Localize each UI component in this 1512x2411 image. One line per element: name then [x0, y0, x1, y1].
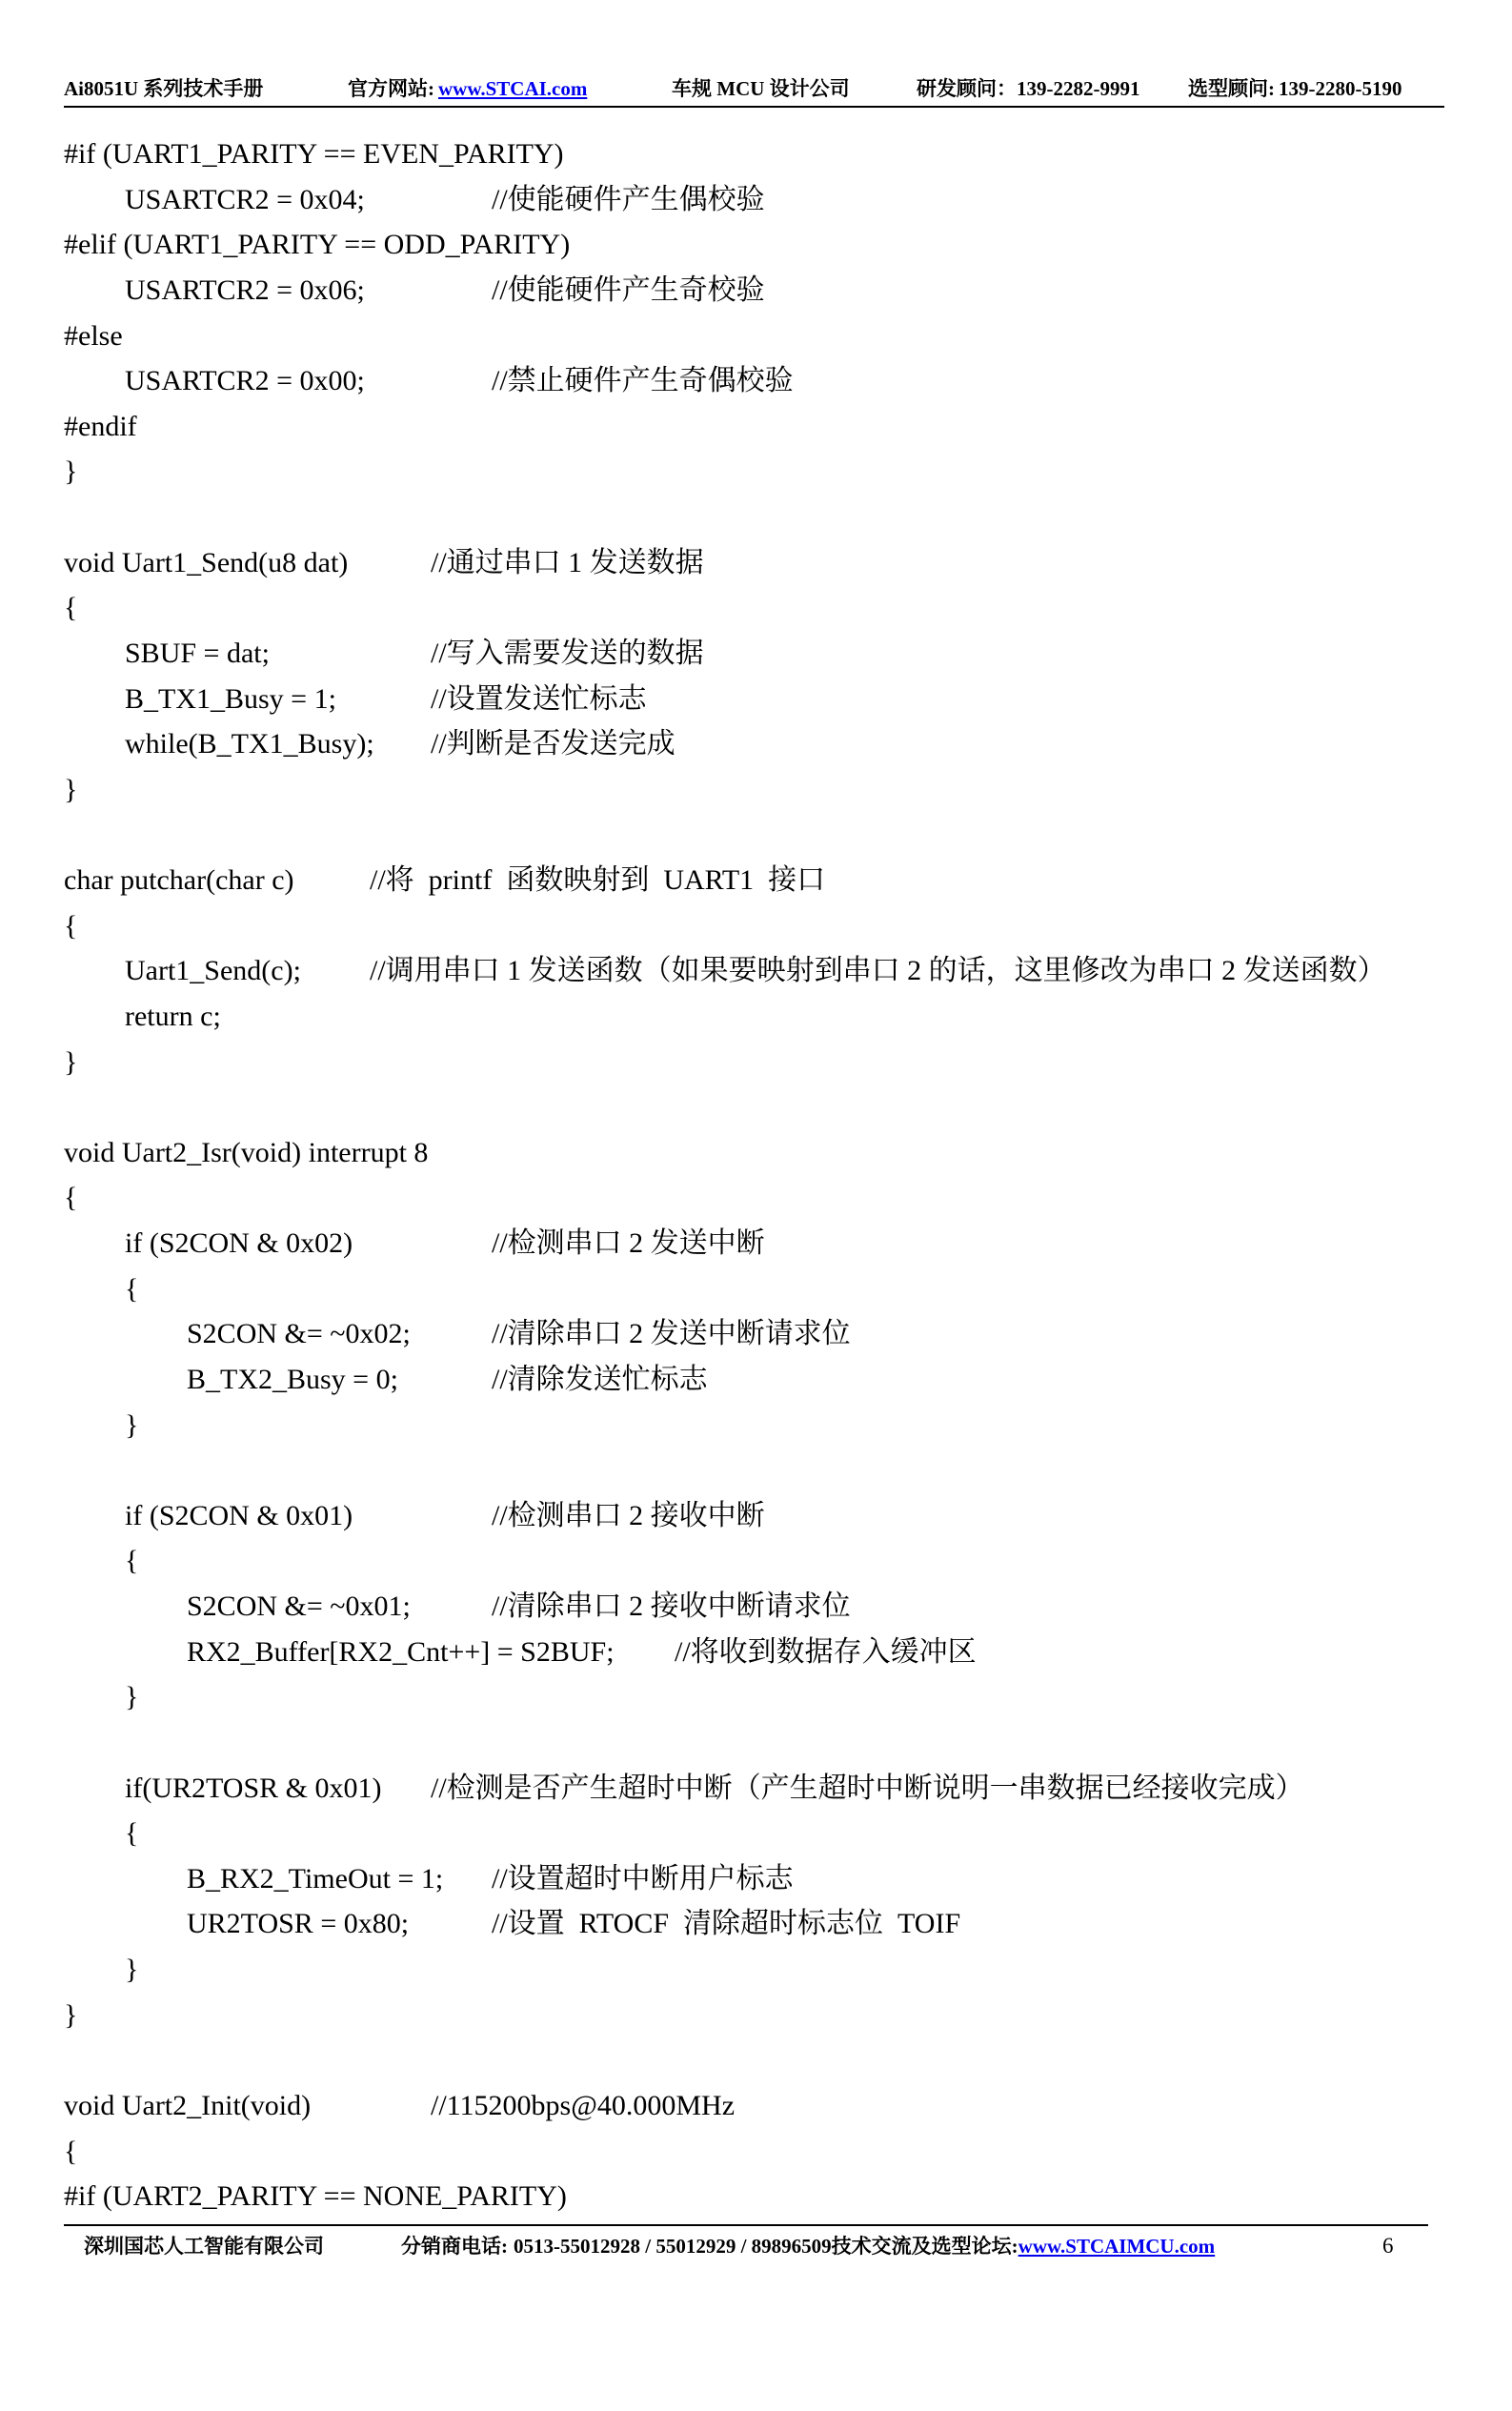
code-comment: //清除串口 2 接收中断请求位 — [492, 1590, 851, 1622]
code-text: void Uart1_Send(u8 dat) — [64, 546, 349, 578]
code-text: B_TX2_Busy = 0; — [187, 1363, 398, 1395]
code-line — [0, 449, 1512, 495]
code-text: B_RX2_TimeOut = 1; — [187, 1862, 444, 1894]
distributor-contact — [401, 2232, 1215, 2260]
site-link[interactable]: www.STCAI.com — [438, 77, 588, 100]
official-site — [348, 75, 587, 102]
selection-consultant — [1188, 75, 1402, 102]
rd-phone: 139-2282-9991 — [1017, 77, 1140, 100]
code-comment: //将收到数据存入缓冲区 — [675, 1635, 977, 1668]
code-comment: //调用串口 1 发送函数（如果要映射到串口 2 的话，这里修改为串口 2 发送函数） — [370, 955, 1386, 987]
contact-label: 分销商电话: — [401, 2235, 508, 2258]
code-text: char putchar(char c) — [64, 864, 294, 896]
blank-line — [0, 495, 1512, 540]
code-line — [0, 1993, 1512, 2038]
code-line — [0, 1811, 1512, 1856]
blank-line — [0, 1448, 1512, 1493]
code-comment: //禁止硬件产生奇偶校验 — [492, 365, 794, 397]
code-line — [0, 1766, 1512, 1812]
code-text: if(UR2TOSR & 0x01) — [125, 1772, 382, 1804]
footer-divider — [64, 2224, 1428, 2226]
rd-consultant — [917, 75, 1140, 102]
code-comment: //检测串口 2 发送中断 — [492, 1227, 765, 1259]
code-comment: //检测是否产生超时中断（产生超时中断说明一串数据已经接收完成） — [431, 1772, 1304, 1804]
header-divider — [64, 106, 1444, 108]
doc-title: Ai8051U 系列技术手册 — [64, 77, 264, 100]
code-text: { — [125, 1817, 139, 1850]
rd-label: 研发顾问： — [917, 77, 1017, 100]
code-text: UR2TOSR = 0x80; — [187, 1908, 410, 1940]
code-listing — [0, 132, 1512, 2219]
code-comment: //设置 RTOCF 清除超时标志位 TOIF — [492, 1908, 961, 1940]
code-line — [0, 2083, 1512, 2129]
code-text: if (S2CON & 0x02) — [125, 1227, 353, 1259]
page-number: 6 — [1382, 2234, 1394, 2258]
code-comment: //使能硬件产生奇校验 — [492, 274, 765, 306]
code-comment: //检测串口 2 接收中断 — [492, 1499, 765, 1531]
code-line — [0, 1130, 1512, 1176]
forum-label: 技术交流及选型论坛: — [831, 2235, 1018, 2258]
code-text: } — [64, 1998, 78, 2031]
blank-line — [0, 2037, 1512, 2083]
code-text: } — [64, 773, 78, 805]
code-line — [0, 721, 1512, 767]
code-text: } — [64, 1045, 78, 1078]
code-text: } — [125, 1681, 139, 1713]
code-line — [0, 585, 1512, 631]
code-text: void Uart2_Init(void) — [64, 2089, 312, 2121]
code-text: #else — [64, 319, 123, 352]
sel-phone: 139-2280-5190 — [1279, 77, 1402, 100]
code-line — [0, 1266, 1512, 1312]
code-line — [0, 314, 1512, 359]
code-line — [0, 1584, 1512, 1630]
code-line — [0, 2174, 1512, 2219]
code-text: { — [64, 1182, 78, 1214]
code-line — [0, 1403, 1512, 1449]
forum-link[interactable]: www.STCAIMCU.com — [1018, 2235, 1216, 2258]
code-text: } — [64, 456, 78, 488]
code-line — [0, 903, 1512, 949]
code-line — [0, 1630, 1512, 1675]
code-line — [0, 948, 1512, 994]
code-text: SBUF = dat; — [125, 637, 270, 669]
blank-line — [0, 1084, 1512, 1130]
code-line — [0, 1538, 1512, 1584]
code-comment: //使能硬件产生偶校验 — [492, 183, 765, 215]
code-text: S2CON &= ~0x01; — [187, 1590, 411, 1622]
code-comment: //将 printf 函数映射到 UART1 接口 — [370, 864, 826, 896]
code-comment: //设置超时中断用户标志 — [492, 1862, 794, 1894]
code-text: } — [125, 1408, 139, 1441]
code-line — [0, 1221, 1512, 1266]
code-line — [0, 1493, 1512, 1539]
code-text: S2CON &= ~0x02; — [187, 1318, 411, 1350]
code-text: while(B_TX1_Busy); — [125, 728, 374, 760]
code-text: { — [64, 2135, 78, 2167]
code-text: USARTCR2 = 0x04; — [125, 183, 365, 215]
code-comment: //通过串口 1 发送数据 — [431, 546, 704, 578]
code-comment: //设置发送忙标志 — [431, 682, 647, 715]
code-line — [0, 2129, 1512, 2175]
code-line — [0, 540, 1512, 586]
code-text: #endif — [64, 410, 137, 442]
code-text: { — [125, 1272, 139, 1305]
code-line — [0, 1947, 1512, 1993]
code-line — [0, 1175, 1512, 1221]
code-text: { — [64, 592, 78, 624]
code-line — [0, 404, 1512, 450]
code-text: Uart1_Send(c); — [125, 955, 301, 987]
code-line — [0, 1040, 1512, 1085]
company-name: 深圳国芯人工智能有限公司 — [84, 2235, 324, 2258]
site-label: 官方网站: — [348, 77, 434, 100]
code-line — [0, 1674, 1512, 1720]
company-tagline: 车规 MCU 设计公司 — [672, 77, 850, 100]
distributor-phones: 0513-55012928 / 55012929 / 89896509 — [514, 2235, 832, 2258]
code-text: return c; — [125, 1000, 221, 1032]
code-line — [0, 132, 1512, 177]
code-line — [0, 222, 1512, 268]
code-line — [0, 1357, 1512, 1403]
code-text: } — [125, 1954, 139, 1985]
code-line — [0, 994, 1512, 1040]
code-line — [0, 858, 1512, 903]
blank-line — [0, 1720, 1512, 1766]
code-comment: //清除串口 2 发送中断请求位 — [492, 1318, 851, 1350]
code-line — [0, 631, 1512, 677]
code-text: void Uart2_Isr(void) interrupt 8 — [64, 1136, 429, 1168]
code-line — [0, 677, 1512, 722]
code-comment: //115200bps@40.000MHz — [431, 2089, 736, 2121]
code-text: #if (UART1_PARITY == EVEN_PARITY) — [64, 138, 564, 170]
code-text: USARTCR2 = 0x00; — [125, 365, 365, 397]
code-line — [0, 1311, 1512, 1357]
code-comment: //判断是否发送完成 — [431, 728, 675, 760]
code-text: if (S2CON & 0x01) — [125, 1499, 353, 1531]
code-line — [0, 1901, 1512, 1947]
sel-label: 选型顾问: — [1188, 77, 1275, 100]
code-text: RX2_Buffer[RX2_Cnt++] = S2BUF; — [187, 1635, 615, 1668]
code-line — [0, 1856, 1512, 1902]
code-text: B_TX1_Busy = 1; — [125, 682, 336, 715]
code-text: USARTCR2 = 0x06; — [125, 274, 365, 306]
blank-line — [0, 812, 1512, 858]
code-comment: //清除发送忙标志 — [492, 1363, 708, 1395]
code-text: #elif (UART1_PARITY == ODD_PARITY) — [64, 229, 571, 261]
code-comment: //写入需要发送的数据 — [431, 637, 704, 669]
code-text: #if (UART2_PARITY == NONE_PARITY) — [64, 2180, 567, 2213]
code-line — [0, 767, 1512, 813]
code-line — [0, 358, 1512, 404]
code-line — [0, 268, 1512, 314]
code-line — [0, 177, 1512, 223]
code-text: { — [125, 1545, 139, 1577]
code-text: { — [64, 909, 78, 942]
